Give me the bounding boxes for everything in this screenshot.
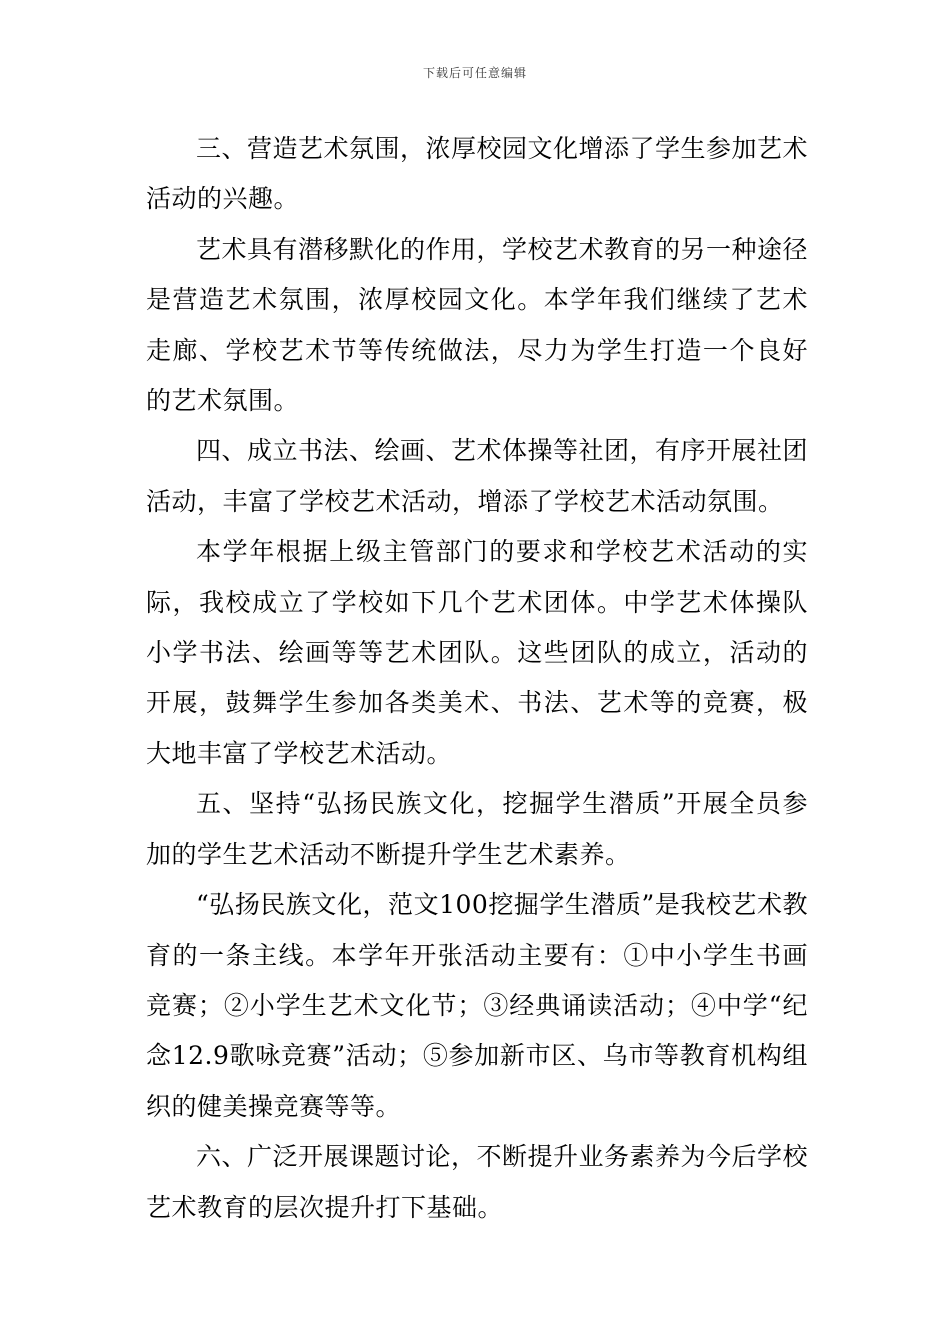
paragraph-section-4-heading: 四、成立书法、绘画、艺术体操等社团，有序开展社团活动，丰富了学校艺术活动，增添了学校艺术活动氛围。 xyxy=(146,436,809,516)
document-body xyxy=(146,124,808,1233)
paragraph-section-5-body: “弘扬民族文化，范文100挖掘学生潜质”是我校艺术教育的一条主线。本学年开张活动主要有：①中小学生书画竞赛；②小学生艺术文化节；③经典诵读活动；④中学“纪念12.9歌咏竞赛”活动；⑤参加新市区、乌市等教育机构组织的健美操竞赛等等。 xyxy=(146,890,808,1121)
paragraph-section-5-heading: 五、坚持“弘扬民族文化，挖掘学生潜质”开展全员参加的学生艺术活动不断提升学生艺术素养。 xyxy=(146,789,808,869)
page-header: 下载后可任意编辑 xyxy=(422,66,527,80)
paragraph-section-6-heading: 六、广泛开展课题讨论，不断提升业务素养为今后学校艺术教育的层次提升打下基础。 xyxy=(146,1142,809,1222)
paragraph-section-4-body: 本学年根据上级主管部门的要求和学校艺术活动的实际，我校成立了学校如下几个艺术团体。中学艺术体操队小学书法、绘画等等艺术团队。这些团队的成立，活动的开展，鼓舞学生参加各类美术、书法、艺术等的竞赛，极大地丰富了学校艺术活动。 xyxy=(146,537,808,768)
paragraph-section-3-body: 艺术具有潜移默化的作用，学校艺术教育的另一种途径是营造艺术氛围，浓厚校园文化。本学年我们继续了艺术走廊、学校艺术节等传统做法，尽力为学生打造一个良好的艺术氛围。 xyxy=(146,234,809,416)
paragraph-section-3-heading: 三、营造艺术氛围，浓厚校园文化增添了学生参加艺术活动的兴趣。 xyxy=(146,134,809,214)
